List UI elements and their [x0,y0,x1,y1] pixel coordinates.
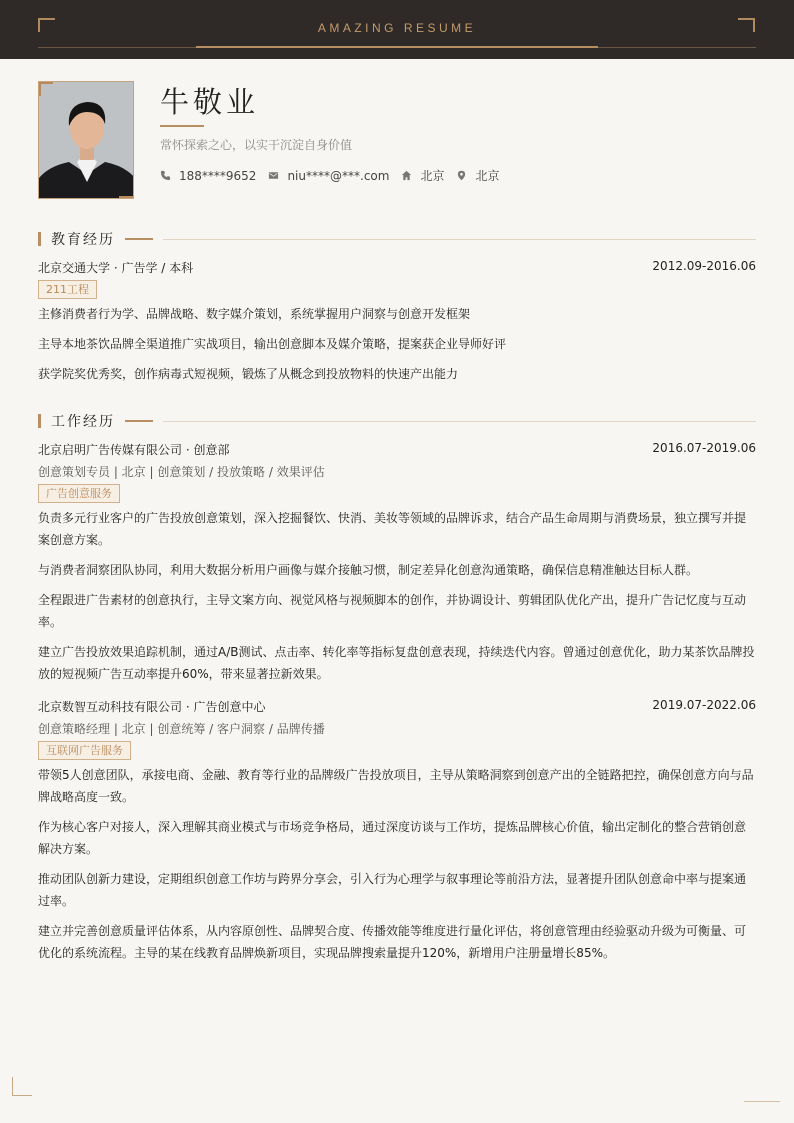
location-pin-icon [456,170,467,181]
portrait-image [39,82,134,199]
contact-hometown-text: 北京 [420,169,445,183]
education-item: 主修消费者行为学、品牌战略、数字媒介策划，系统掌握用户洞察与创意开发框架 [38,307,471,321]
job-detail: 创意策划专员 | 北京 | 创意策划 / 投放策略 / 效果评估 [38,465,325,479]
section-marker [38,414,41,428]
education-date: 2012.09-2016.06 [652,259,756,273]
corner-ornament-bottom-right [744,1101,780,1102]
company-name: 北京启明广告传媒有限公司 · 创意部 [38,443,230,457]
job-entry-header [38,698,756,715]
photo-corner-accent [119,194,133,198]
company-name: 北京数智互动科技有限公司 · 广告创意中心 [38,700,266,714]
section-work-title [38,413,756,429]
education-item: 主导本地茶饮品牌全渠道推广实战项目，输出创意脚本及媒介策略，提案获企业导师好评 [38,337,507,351]
corner-ornament-top-left [38,18,55,32]
personal-motto: 常怀探索之心，以实干沉淀自身价值 [160,138,353,152]
job-item: 与消费者洞察团队协同，利用大数据分析用户画像与媒介接触习惯，制定差异化创意沟通策略，确保信息精准触达目标人群。 [38,563,699,577]
section-marker [38,232,41,246]
contact-list [160,167,511,184]
photo-corner-accent [39,82,53,96]
mail-icon [268,170,279,181]
job-detail: 创意策略经理 | 北京 | 创意统筹 / 客户洞察 / 品牌传播 [38,722,325,736]
job-item: 负责多元行业客户的广告投放创意策划，深入挖掘餐饮、快消、美妆等领域的品牌诉求，结合产品生命周期与消费场景，独立撰写并提案创意方案。 [38,511,747,547]
job-date: 2019.07-2022.06 [652,698,756,712]
job-item: 作为核心客户对接人，深入理解其商业模式与市场竞争格局，通过深度访谈与工作坊，提炼品牌核心价值，输出定制化的整合营销创意解决方案。 [38,820,747,856]
job-item: 建立广告投放效果追踪机制，通过A/B测试、点击率、转化率等指标复盘创意表现，持续迭代内容。曾通过创意优化，助力某茶饮品牌投放的短视频广告互动率提升60%，带来显著拉新效果。 [38,645,755,681]
contact-email-text: niu****@***.com [287,168,390,183]
job-item: 全程跟进广告素材的创意执行，主导文案方向、视觉风格与视频脚本的创作，并协调设计、剪辑团队优化产出，提升广告记忆度与互动率。 [38,593,747,629]
phone-icon [160,170,171,181]
contact-location-text: 北京 [475,169,500,183]
job-date: 2016.07-2019.06 [652,441,756,455]
job-item: 带领5人创意团队，承接电商、金融、教育等行业的品牌级广告投放项目，主导从策略洞察到创意产出的全链路把控，确保创意方向与品牌战略高度一致。 [38,768,754,804]
brand-title: AMAZING RESUME [317,21,477,35]
section-label: 教育经历 [51,232,115,248]
home-icon [401,170,412,181]
education-item: 获学院奖优秀奖，创作病毒式短视频，锻炼了从概念到投放物料的快速产出能力 [38,367,459,381]
section-rule [163,421,756,422]
section-label: 工作经历 [51,414,115,430]
contact-phone[interactable] [160,169,256,183]
section-rule [163,239,756,240]
candidate-name: 牛敬业 [160,85,260,119]
contact-location [456,167,499,184]
contact-phone-text: 188****9652 [179,168,257,183]
job-item: 建立并完善创意质量评估体系，从内容原创性、品牌契合度、传播效能等维度进行量化评估，将创意管理由经验驱动升级为可衡量、可优化的系统流程。主导的某在线教育品牌焕新项目，实现品牌搜索量提升120%，新增用户注册量增长85%。 [38,924,747,960]
section-rule-accent [125,238,153,240]
header-bar [0,0,794,59]
contact-email[interactable] [268,169,389,183]
corner-ornament-bottom-left [12,1077,32,1096]
profile-photo [38,81,134,199]
section-education-title [38,231,756,247]
contact-hometown [401,167,444,184]
job-tag: 互联网广告服务 [38,741,131,760]
job-entry-header [38,441,756,458]
header-rule-accent [196,46,598,48]
corner-ornament-top-right [738,18,755,32]
section-rule-accent [125,420,153,422]
school-tag: 211工程 [38,280,97,299]
school-name: 北京交通大学 · 广告学 / 本科 [38,261,194,275]
job-tag: 广告创意服务 [38,484,120,503]
name-underline [160,125,204,127]
job-item: 推动团队创新力建设，定期组织创意工作坊与跨界分享会，引入行为心理学与叙事理论等前沿方法，显著提升团队创意命中率与提案通过率。 [38,872,747,908]
education-entry-header [38,259,756,276]
